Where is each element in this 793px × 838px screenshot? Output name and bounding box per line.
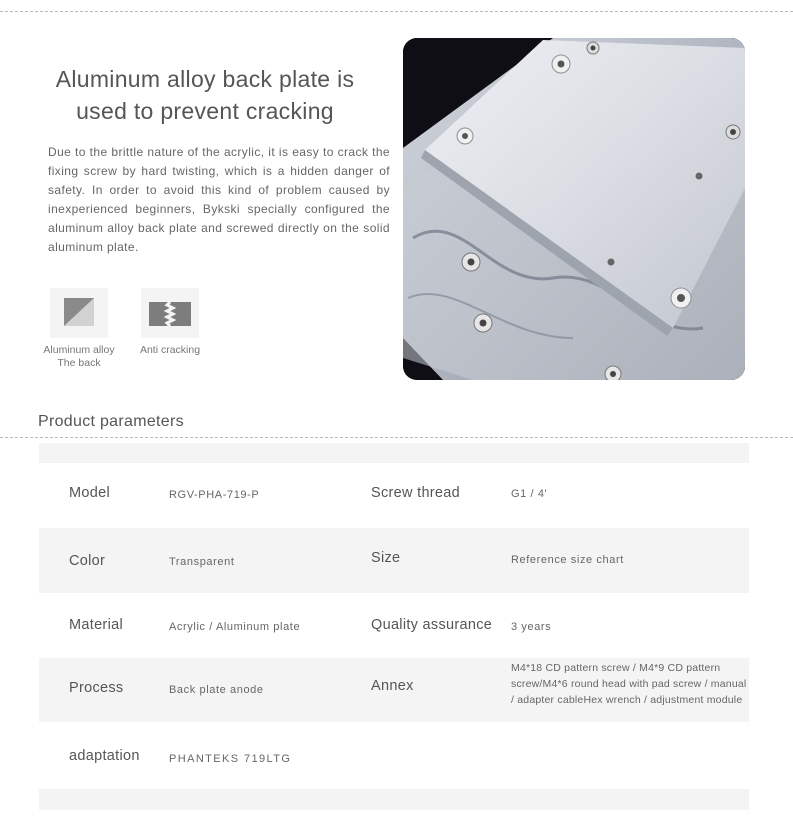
feature-aluminum-label-line2: The back: [57, 357, 101, 369]
param-label-material: Material: [69, 617, 123, 633]
param-label-quality-assurance: Quality assurance: [371, 617, 493, 633]
anti-cracking-icon: [141, 288, 199, 338]
product-photo: [403, 38, 745, 380]
param-value-model: RGV-PHA-719-P: [169, 489, 260, 501]
feature-anti-cracking: [125, 288, 215, 357]
param-label-process: Process: [69, 680, 124, 696]
param-label-color: Color: [69, 553, 106, 569]
param-label-adaptation: adaptation: [69, 748, 140, 764]
params-band-bottom: [39, 789, 749, 810]
feature-title: [40, 63, 370, 127]
param-label-size: Size: [371, 550, 401, 566]
param-value-annex: M4*18 CD pattern screw / M4*9 CD pattern screw/M4*6 round head with pad screw / manual / adapter cableHex wrench / adjustment module: [511, 662, 747, 706]
param-value-size: Reference size chart: [511, 554, 624, 566]
aluminum-alloy-back-icon: [50, 288, 108, 338]
param-value-quality-assurance: 3 years: [511, 621, 552, 633]
feature-title-line1: Aluminum alloy back plate is: [55, 66, 355, 92]
feature-description: Due to the brittle nature of the acrylic, it is easy to crack the fixing screw by hard twisting, which is a hidden danger of safety. In order to avoid this kind of problem caused by inexperienced beginners, Bykski specially configured the aluminum alloy back plate and screwed directly on the solid aluminum plate.: [48, 145, 390, 254]
params-band-top: [39, 443, 749, 463]
top-dotted-divider: [0, 11, 793, 12]
feature-aluminum-alloy: [34, 288, 124, 370]
param-label-model: Model: [69, 485, 110, 501]
parameters-dotted-divider: [0, 437, 793, 438]
feature-anti-cracking-label: Anti cracking: [139, 344, 201, 356]
param-value-color: Transparent: [169, 556, 235, 568]
product-parameters-heading: Product parameters: [38, 413, 184, 430]
param-value-adaptation: PHANTEKS 719LTG: [169, 753, 292, 765]
param-label-screw-thread: Screw thread: [371, 485, 461, 501]
param-value-material: Acrylic / Aluminum plate: [169, 621, 301, 633]
param-value-process: Back plate anode: [169, 684, 264, 696]
param-label-annex: Annex: [371, 678, 414, 694]
param-value-screw-thread: G1 / 4': [511, 488, 548, 500]
feature-title-line2: used to prevent cracking: [76, 98, 334, 124]
feature-aluminum-label-line1: Aluminum alloy: [43, 344, 115, 356]
